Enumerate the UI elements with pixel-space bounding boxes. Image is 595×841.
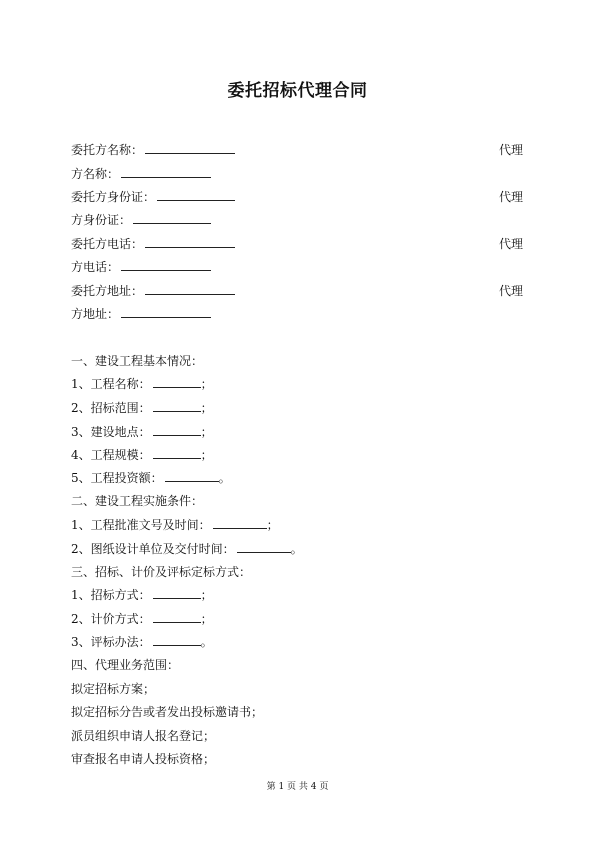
item-label: 2、图纸设计单位及交付时间： <box>71 542 235 556</box>
item-label: 5、工程投资额： <box>71 471 163 485</box>
party-phone-right: 代理 <box>498 237 523 251</box>
blank-field <box>153 447 201 459</box>
item-end: 。 <box>218 471 231 485</box>
page-footer: 第 1 页 共 4 页 <box>266 782 329 792</box>
party-phone-line <box>71 236 235 252</box>
party-name-label: 委托方名称： <box>71 143 144 157</box>
blank-field <box>157 189 235 201</box>
party-address-right: 代理 <box>498 284 523 298</box>
agent-id-label: 方身份证： <box>71 213 132 227</box>
blank-field <box>153 400 201 412</box>
item-end: ； <box>200 588 213 602</box>
item-label: 3、建设地点： <box>71 425 151 439</box>
list-item <box>71 424 213 440</box>
list-item <box>71 587 213 603</box>
item-label: 1、招标方式： <box>71 588 151 602</box>
list-item <box>71 634 213 650</box>
party-phone-label: 委托方电话： <box>71 237 144 251</box>
item-end: ； <box>200 425 213 439</box>
blank-field <box>121 259 211 271</box>
section-heading: 三、招标、计价及评标定标方式： <box>71 565 252 579</box>
blank-field <box>133 212 211 224</box>
party-name-right: 代理 <box>498 143 523 157</box>
blank-field <box>153 611 201 623</box>
blank-field <box>145 142 235 154</box>
blank-field <box>121 306 211 318</box>
agent-address-line <box>71 306 211 322</box>
list-item: 拟定招标分告或者发出投标邀请书； <box>71 705 264 719</box>
section-heading: 四、代理业务范围： <box>71 658 180 672</box>
party-address-label: 委托方地址： <box>71 284 144 298</box>
section-heading: 一、建设工程基本情况： <box>71 354 204 368</box>
item-end: 。 <box>290 542 303 556</box>
list-item <box>71 517 279 533</box>
blank-field <box>153 634 201 646</box>
party-name-line <box>71 142 235 158</box>
agent-id-line <box>71 212 211 228</box>
item-label: 2、计价方式： <box>71 612 151 626</box>
item-label: 2、招标范围： <box>71 401 151 415</box>
blank-field <box>153 587 201 599</box>
item-end: ； <box>200 448 213 462</box>
list-item: 拟定招标方案； <box>71 682 156 696</box>
item-end: ； <box>200 401 213 415</box>
list-item <box>71 447 213 463</box>
party-address-line <box>71 283 235 299</box>
blank-field <box>165 470 219 482</box>
party-id-right: 代理 <box>498 190 523 204</box>
document-title: 委托招标代理合同 <box>227 81 368 101</box>
list-item <box>71 611 213 627</box>
item-label: 1、工程名称： <box>71 377 151 391</box>
list-item: 审查报名申请人投标资格； <box>71 752 216 766</box>
item-end: ； <box>200 612 213 626</box>
item-end: 。 <box>200 635 213 649</box>
list-item <box>71 376 213 392</box>
blank-field <box>237 541 291 553</box>
agent-name-label: 方名称： <box>71 167 120 181</box>
item-label: 4、工程规模： <box>71 448 151 462</box>
item-end: ； <box>200 377 213 391</box>
blank-field <box>153 376 201 388</box>
blank-field <box>121 166 211 178</box>
item-label: 1、工程批准文号及时间： <box>71 518 211 532</box>
item-label: 3、评标办法： <box>71 635 151 649</box>
agent-phone-line <box>71 259 211 275</box>
agent-name-line <box>71 166 211 182</box>
agent-address-label: 方地址： <box>71 307 120 321</box>
list-item <box>71 400 213 416</box>
list-item <box>71 541 303 557</box>
list-item: 派员组织申请人报名登记； <box>71 729 216 743</box>
party-id-line <box>71 189 235 205</box>
party-id-label: 委托方身份证： <box>71 190 156 204</box>
section-heading: 二、建设工程实施条件： <box>71 494 204 508</box>
blank-field <box>145 283 235 295</box>
blank-field <box>145 236 235 248</box>
list-item <box>71 470 231 486</box>
blank-field <box>213 517 267 529</box>
item-end: ； <box>266 518 279 532</box>
blank-field <box>153 424 201 436</box>
agent-phone-label: 方电话： <box>71 260 120 274</box>
